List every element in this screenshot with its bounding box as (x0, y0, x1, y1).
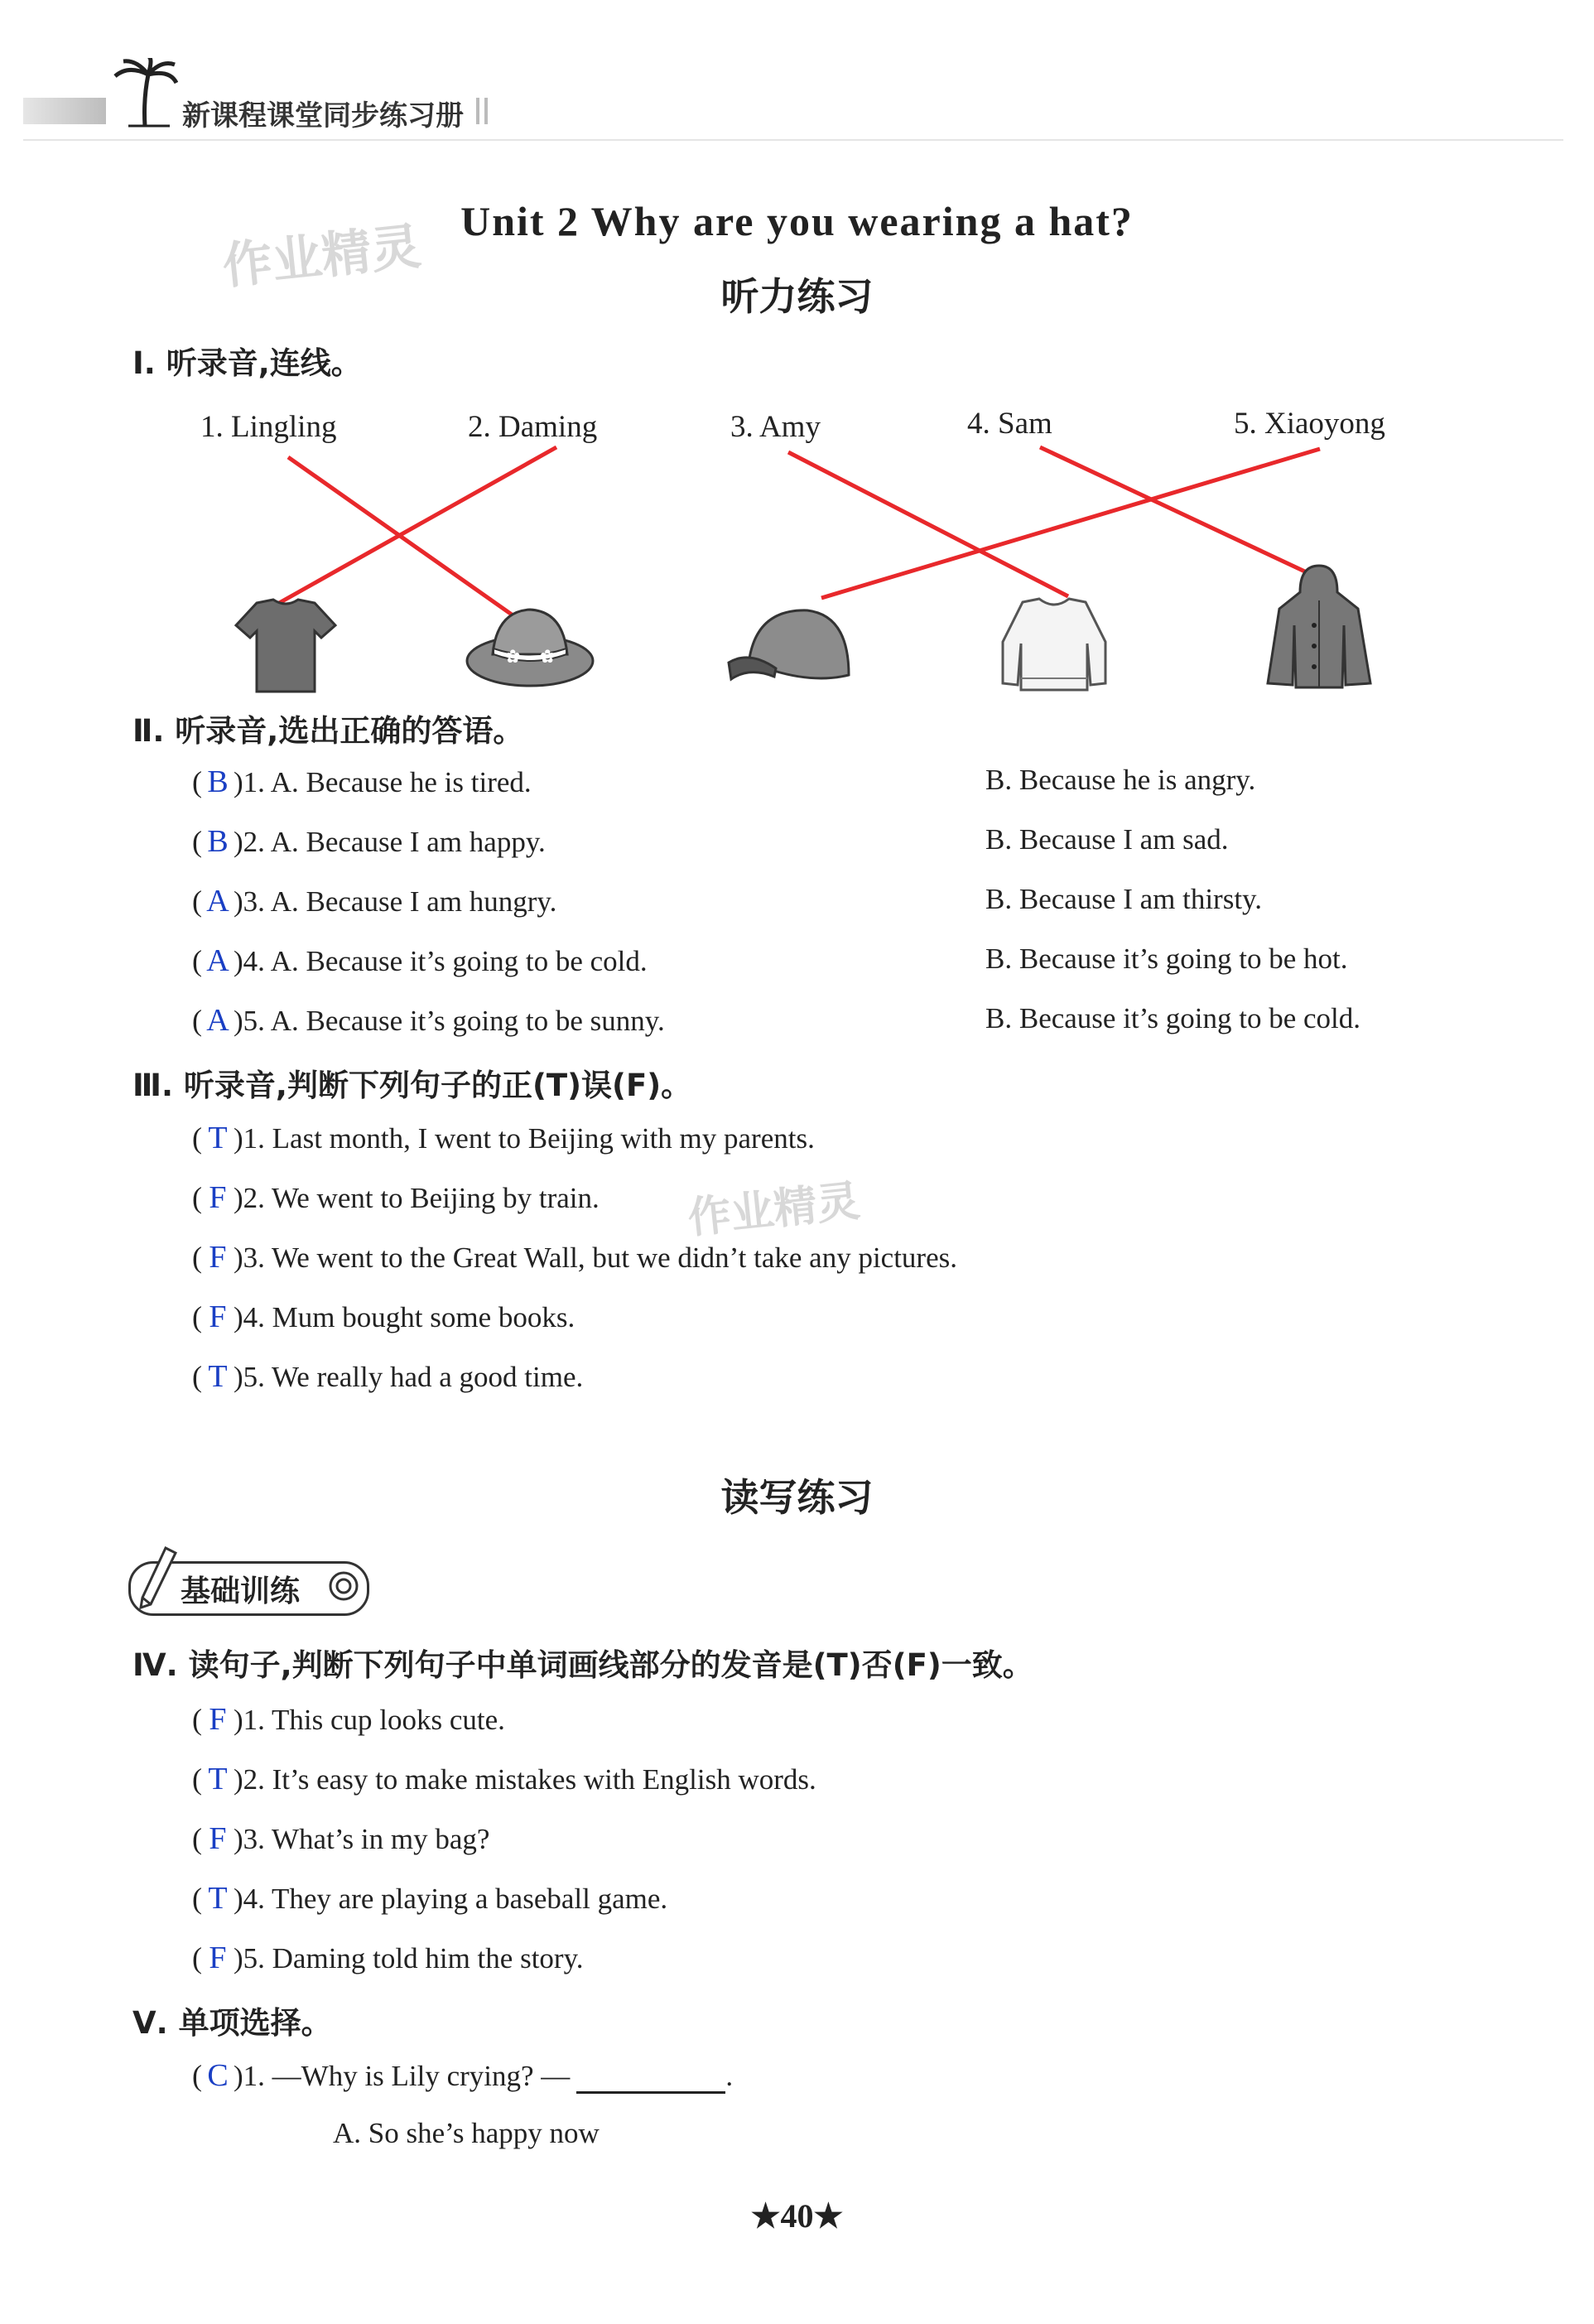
statement-s4-4: ( T )4. They are playing a baseball game. (192, 1881, 668, 1916)
statement-s3-3: ( F )3. We went to the Great Wall, but we didn’t take any pictures. (192, 1240, 957, 1275)
name-amy: 3. Amy (730, 410, 821, 444)
statement-text: )5. Daming told him the story. (234, 1942, 584, 1974)
answer-mark: F (209, 1240, 227, 1275)
option-a: A. Because it’s going to be sunny. (270, 1005, 665, 1037)
question-text: )1. —Why is Lily crying? — (234, 2060, 571, 2092)
question-number: )2. (234, 826, 265, 858)
answer-mark: B (207, 764, 229, 799)
option-b: B. Because it’s going to be cold. (985, 1002, 1360, 1034)
question-number: )1. (234, 766, 265, 798)
answer-blank (576, 2066, 725, 2094)
statement-s3-1: ( T )1. Last month, I went to Beijing with my parents. (192, 1121, 815, 1155)
section-2-title: Ⅱ. 听录音,选出正确的答语。 (132, 713, 524, 749)
statement-text: )2. We went to Beijing by train. (234, 1182, 600, 1214)
question-s2-3: ( A )3. A. Because I am hungry. (192, 884, 557, 919)
option-a: A. Because I am happy. (270, 826, 546, 858)
option-a: A. So she’s happy now (333, 2117, 600, 2149)
answer-mark: B (207, 824, 229, 859)
option-a: A. Because it’s going to be cold. (270, 945, 648, 977)
target-icon (327, 1569, 360, 1603)
cap-icon (725, 600, 857, 692)
question-number: )3. (234, 885, 265, 918)
svg-text:✿: ✿ (505, 647, 521, 668)
statement-text: )1. Last month, I went to Beijing with my parents. (234, 1122, 815, 1155)
statement-text: )3. We went to the Great Wall, but we didn’t take any pictures. (234, 1242, 957, 1274)
match-line (788, 452, 1068, 596)
statement-text: )4. They are playing a baseball game. (234, 1883, 668, 1915)
reading-heading: 读写练习 (720, 1475, 874, 1520)
section-1-title: Ⅰ. 听录音,连线。 (132, 345, 362, 381)
question-s5-1: ( C )1. —Why is Lily crying? — . (192, 2058, 734, 2093)
option-a: A. Because he is tired. (270, 766, 532, 798)
match-line (821, 449, 1320, 598)
answer-mark: F (209, 1941, 227, 1975)
statement-text: )4. Mum bought some books. (234, 1301, 575, 1333)
svg-text:✿: ✿ (540, 647, 556, 668)
statement-text: )2. It’s easy to make mistakes with English words. (234, 1763, 816, 1796)
section-3-title: Ⅲ. 听录音,判断下列句子的正(T)误(F)。 (132, 1068, 692, 1103)
name-sam: 4. Sam (967, 407, 1052, 441)
question-s2-4: ( A )4. A. Because it’s going to be cold. (192, 943, 648, 978)
section-4-title: Ⅳ. 读句子,判断下列句子中单词画线部分的发音是(T)否(F)一致。 (132, 1647, 1033, 1683)
answer-mark: F (209, 1299, 227, 1334)
question-s2-1: ( B )1. A. Because he is tired. (192, 764, 532, 799)
t-shirt-icon (232, 596, 340, 696)
match-line (273, 447, 556, 606)
option-b: B. Because I am sad. (985, 823, 1229, 856)
name-xiaoyong: 5. Xiaoyong (1234, 407, 1385, 441)
sweater-icon (990, 592, 1118, 696)
answer-mark: F (209, 1180, 227, 1215)
name-daming: 2. Daming (468, 410, 598, 444)
answer-mark: T (208, 1762, 228, 1796)
page-number: ★40★ (750, 2197, 844, 2235)
answer-mark: C (207, 2058, 229, 2093)
listening-heading: 听力练习 (720, 274, 874, 319)
answer-mark: F (209, 1821, 227, 1856)
statement-s4-2: ( T )2. It’s easy to make mistakes with English words. (192, 1762, 816, 1796)
answer-mark: T (208, 1121, 228, 1155)
statement-text: )3. What’s in my bag? (234, 1823, 490, 1855)
question-s2-2: ( B )2. A. Because I am happy. (192, 824, 546, 859)
answer-mark: A (206, 943, 229, 978)
book-title: 新课程课堂同步练习册 (182, 99, 464, 133)
watermark: 作业精灵 (686, 1176, 863, 1244)
statement-s3-2: ( F )2. We went to Beijing by train. (192, 1180, 600, 1215)
question-s2-5: ( A )5. A. Because it’s going to be sunny. (192, 1003, 665, 1038)
statement-s4-5: ( F )5. Daming told him the story. (192, 1941, 584, 1975)
section-5-title: Ⅴ. 单项选择。 (132, 2005, 332, 2041)
question-number: )5. (234, 1005, 265, 1037)
statement-text: )5. We really had a good time. (234, 1361, 584, 1393)
answer-mark: T (208, 1359, 228, 1394)
sun-hat-icon (464, 603, 596, 694)
statement-s3-4: ( F )4. Mum bought some books. (192, 1299, 575, 1334)
unit-title: Unit 2 Why are you wearing a hat? (460, 198, 1134, 244)
answer-mark: F (209, 1702, 227, 1737)
raincoat-icon (1263, 559, 1375, 692)
badge-label: 基础训练 (181, 1574, 301, 1608)
statement-s4-3: ( F )3. What’s in my bag? (192, 1821, 490, 1856)
option-b: B. Because I am thirsty. (985, 883, 1263, 915)
answer-mark: A (206, 1003, 229, 1038)
answer-mark: A (206, 884, 229, 919)
option-a: A. Because I am hungry. (270, 885, 557, 918)
statement-s3-5: ( T )5. We really had a good time. (192, 1359, 584, 1394)
option-b: B. Because he is angry. (985, 764, 1256, 796)
name-lingling: 1. Lingling (200, 410, 337, 444)
watermark: 作业精灵 (219, 217, 424, 297)
question-number: )4. (234, 945, 265, 977)
statement-text: )1. This cup looks cute. (234, 1704, 505, 1736)
pencil-icon (132, 1545, 182, 1611)
statement-s4-1: ( F )1. This cup looks cute. (192, 1702, 505, 1737)
answer-mark: T (208, 1881, 228, 1916)
option-b: B. Because it’s going to be hot. (985, 943, 1348, 975)
